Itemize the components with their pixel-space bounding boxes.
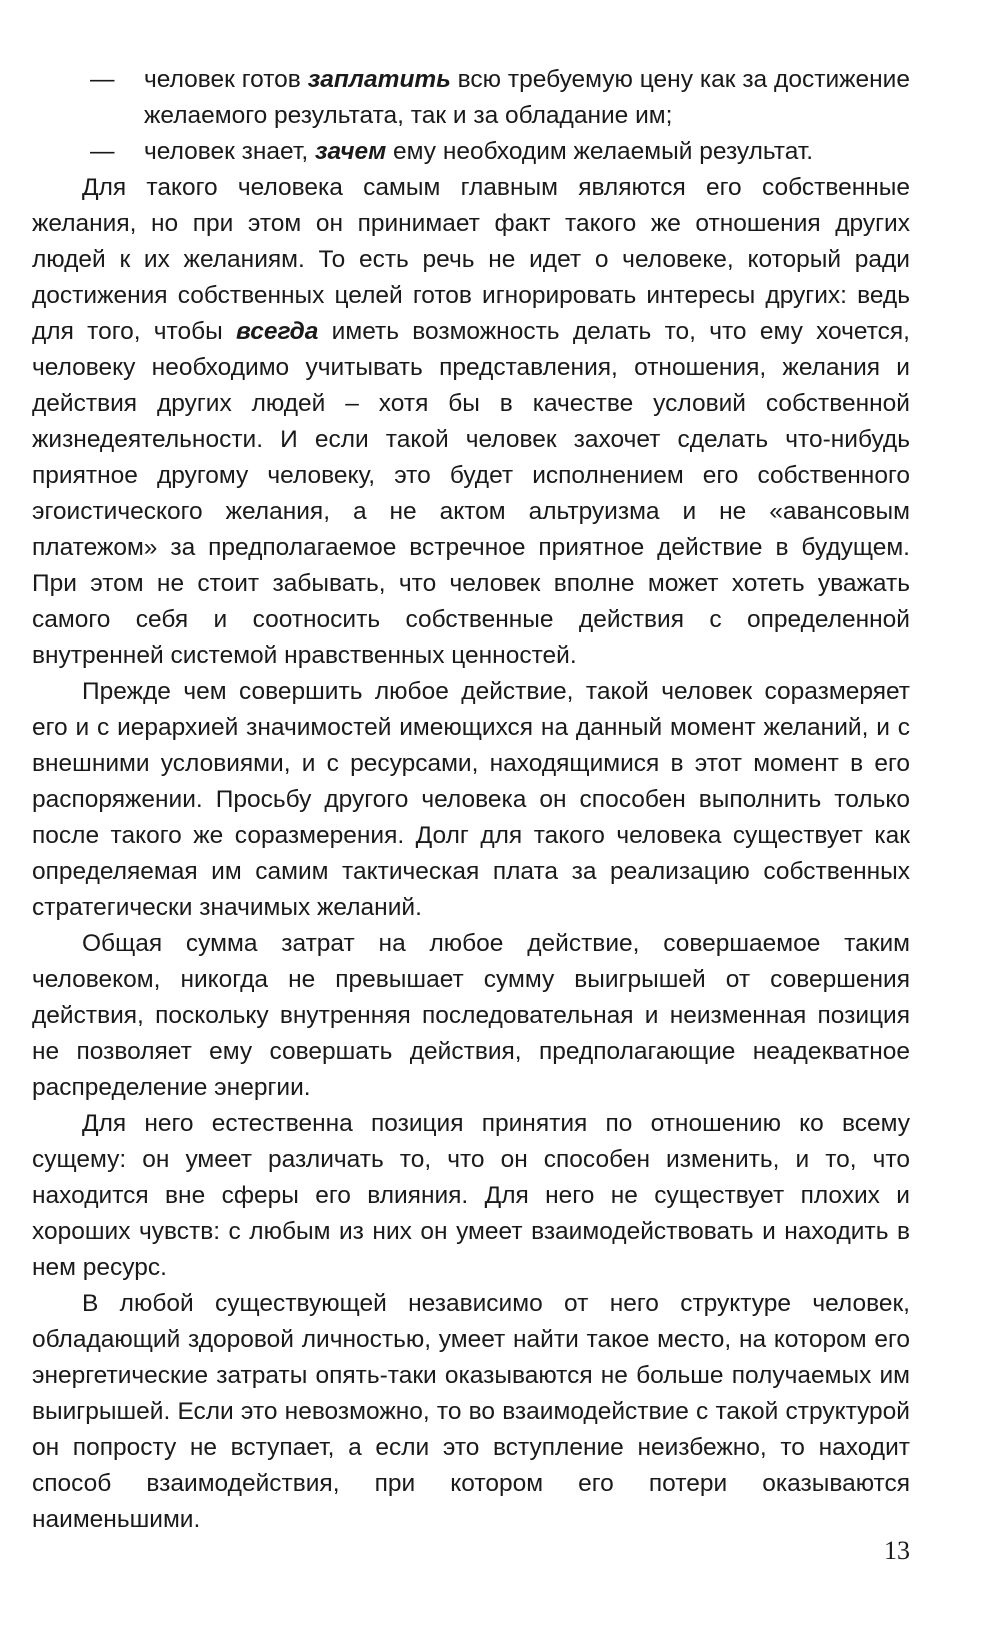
emphasis-word: зачем [315,138,387,165]
text-run: человек знает, [144,138,315,165]
page-body [32,62,910,1538]
paragraph: Общая сумма затрат на любое действие, совершаемое таким человеком, никогда не превышает сумму выигрышей от совершения действия, поскольку внутренняя последовательная и неизменная позиция не позволяет ему совершать действия, предполагающие неадекватное распределение энергии. [32,930,910,1101]
text-run: человек готов [144,66,308,93]
text-run: иметь возможность делать то, что ему хочется, человеку необходимо учитывать представления, отношения, желания и действия других людей – хотя бы в качестве условий собственной жизнедеятельности. И если такой человек захочет сделать что-нибудь приятное другому человеку, это будет исполнением его собственного эгоистического желания, а не актом альтруизма и не «авансовым платежом» за предполагаемое встречное приятное действие в будущем. При этом не стоит забывать, что человек вполне может хотеть уважать самого себя и соотносить собственные действия с определенной внутренней системой нравственных ценностей. [32,318,910,669]
paragraph: В любой существующей независимо от него структуре человек, обладающий здоровой личностью, умеет найти такое место, на котором его энергетические затраты опять-таки оказываются не больше получаемых им выигрышей. Если это невозможно, то во взаимодействие с такой структурой он попросту не вступает, а если это вступление неизбежно, то находит способ взаимодействия, при котором его потери оказываются наименьшими. [32,1290,910,1533]
bullet-text [144,62,910,134]
text-run: всю требуемую цену как за достижение желаемого результата, так и за обладание им; [144,66,910,129]
bullet-dash: — [90,66,115,93]
bullet-item [32,62,910,134]
text-run: ему необходим желаемый результат. [386,138,814,165]
bullet-item [32,134,910,170]
emphasis-word: всегда [236,318,319,345]
paragraph [32,170,910,674]
bullet-dash: — [90,138,115,165]
page-number: 13 [884,1536,910,1565]
text-run: Для такого человека самым главным являются его собственные желания, но при этом он принимает факт такого же отношения других людей к их желаниям. То есть речь не идет о человеке, который ради достижения собственных целей готов игнорировать интересы других: ведь для того, чтобы [32,174,910,345]
paragraph: Прежде чем совершить любое действие, такой человек соразмеряет его и с иерархией значимостей имеющихся на данный момент желаний, и с внешними условиями, и с ресурсами, находящимися в этот момент в его распоряжении. Просьбу другого человека он способен выполнить только после такого же соразмерения. Долг для такого человека существует как определяемая им самим тактическая плата за реализацию собственных стратегически значимых желаний. [32,678,910,921]
emphasis-word: заплатить [307,66,451,93]
paragraph: Для него естественна позиция принятия по отношению ко всему сущему: он умеет различать то, что он способен изменить, и то, что находится вне сферы его влияния. Для него не существует плохих и хороших чувств: с любым из них он умеет взаимодействовать и находить в нем ресурс. [32,1110,910,1281]
bullet-text [144,134,910,170]
